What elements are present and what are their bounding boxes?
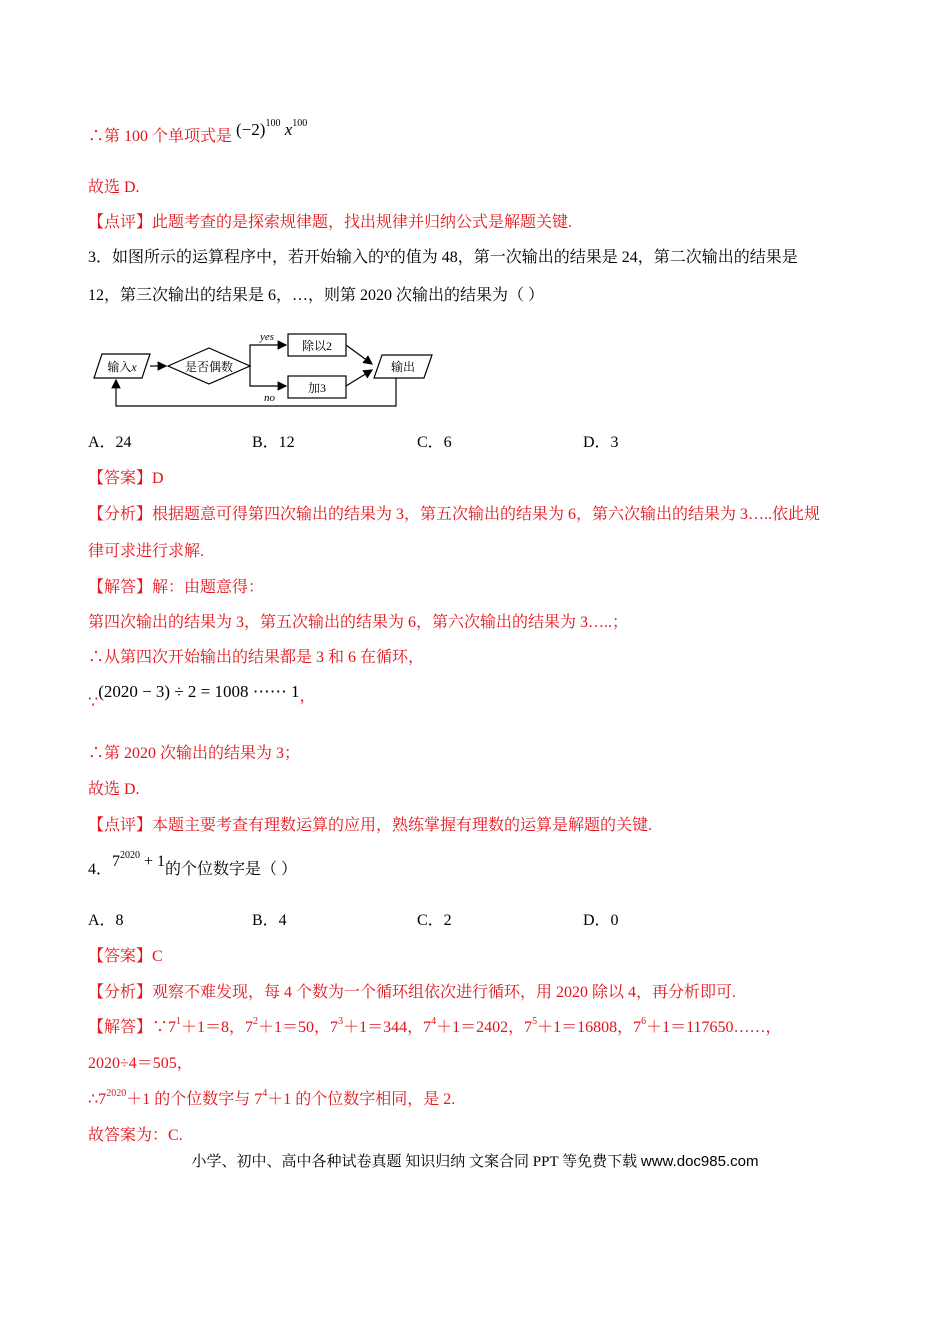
q4-stem: 4．$7^{2020} + 1$的个位数字是（ ）	[88, 849, 298, 878]
monomial-expression: $(-2)^{100}$ $x^{100}$	[236, 118, 308, 139]
footer-link[interactable]: www.doc985.com	[640, 1153, 759, 1170]
q3-answer: 【答案】D	[88, 470, 164, 487]
q4-solution-line3: $\therefore 7^{2020}+1$ 的个位数字与 $7^4+1$ 的个位数字相同，是 2.	[88, 1087, 456, 1108]
q3-analysis-line2: 律可求进行求解.	[88, 543, 205, 560]
q4-solution-line4: 故答案为：C.	[88, 1127, 183, 1144]
q3-review-line: 【点评】本题主要考查有理数运算的应用，熟练掌握有理数的运算是解题的关键.	[88, 817, 653, 834]
divide-label: 除以2	[301, 339, 333, 353]
conclusion-line	[88, 118, 308, 147]
q3-option-a: A．24	[88, 434, 132, 451]
page-footer: 小学、初中、高中各种试卷真题 知识归纳 文案合同 PPT 等免费下载 www.doc985.com	[191, 1153, 759, 1170]
choose-line: 故选 D.	[88, 179, 140, 196]
q3-stem-line2: 12，第三次输出的结果是 6，…，则第 2020 次输出的结果为（ ）	[88, 287, 545, 304]
q4-analysis: 【分析】观察不难发现，每 4 个数为一个循环组依次进行循环，用 2020 除以 4，再分析即可.	[88, 984, 737, 1001]
q4-option-d: D．0	[583, 912, 619, 929]
no-label: no	[264, 392, 275, 404]
q3-solution-line4: ∴第 2020 次输出的结果为 3；	[88, 745, 301, 762]
q4-option-a: A．8	[88, 912, 124, 929]
flowchart	[88, 326, 448, 414]
q3-solution-head: 【解答】解：由题意得：	[88, 579, 265, 596]
q4-answer: 【答案】C	[88, 948, 163, 965]
decision-label: 是否偶数	[184, 360, 234, 374]
add-label: 加3	[307, 381, 327, 395]
yes-label: yes	[260, 331, 275, 343]
q4-option-c: C．2	[417, 912, 452, 929]
review-line: 【点评】此题考查的是探索规律题，找出规律并归纳公式是解题关键.	[88, 214, 573, 231]
power-expression: $7^{2020} + 1$	[112, 849, 166, 870]
q3-solution-line1: 第四次输出的结果为 3，第五次输出的结果为 6，第六次输出的结果为 3…..；	[88, 614, 629, 631]
output-label: 输出	[390, 360, 416, 374]
q3-solution-line5: 故选 D.	[88, 781, 140, 798]
conclusion-text: ∴第 100 个单项式是	[88, 128, 233, 145]
q3-solution-line3: ∵(2020 − 3) ÷ 2 = 1008 ⋯⋯ 1，	[88, 682, 316, 711]
q3-option-c: C．6	[417, 434, 452, 451]
input-label: 输入x	[107, 360, 137, 374]
q3-option-d: D．3	[583, 434, 619, 451]
q3-option-b: B．12	[252, 434, 295, 451]
q3-stem-line1: 3．如图所示的运算程序中，若开始输入的$^x$的值为 48，第一次输出的结果是 24，第二次输出的结果是	[88, 245, 798, 266]
q4-option-b: B．4	[252, 912, 287, 929]
q4-solution-line1: 【解答】$\because 7^1+1=8$，$7^2+1=50$，$7^3+1=344$，$7^4+1=2402$，$7^5+1=16808$，$7^6+1=117650\dots\dots$，	[88, 1015, 782, 1036]
q3-solution-line2: ∴从第四次开始输出的结果都是 3 和 6 在循环，	[88, 649, 425, 666]
q4-solution-line2: 2020÷4＝505，	[88, 1055, 193, 1072]
division-expression: (2020 − 3) ÷ 2 = 1008 ⋯⋯ 1	[98, 682, 300, 701]
q3-analysis-line1: 【分析】根据题意可得第四次输出的结果为 3，第五次输出的结果为 6，第六次输出的结果为 3…..依此规	[88, 506, 821, 523]
